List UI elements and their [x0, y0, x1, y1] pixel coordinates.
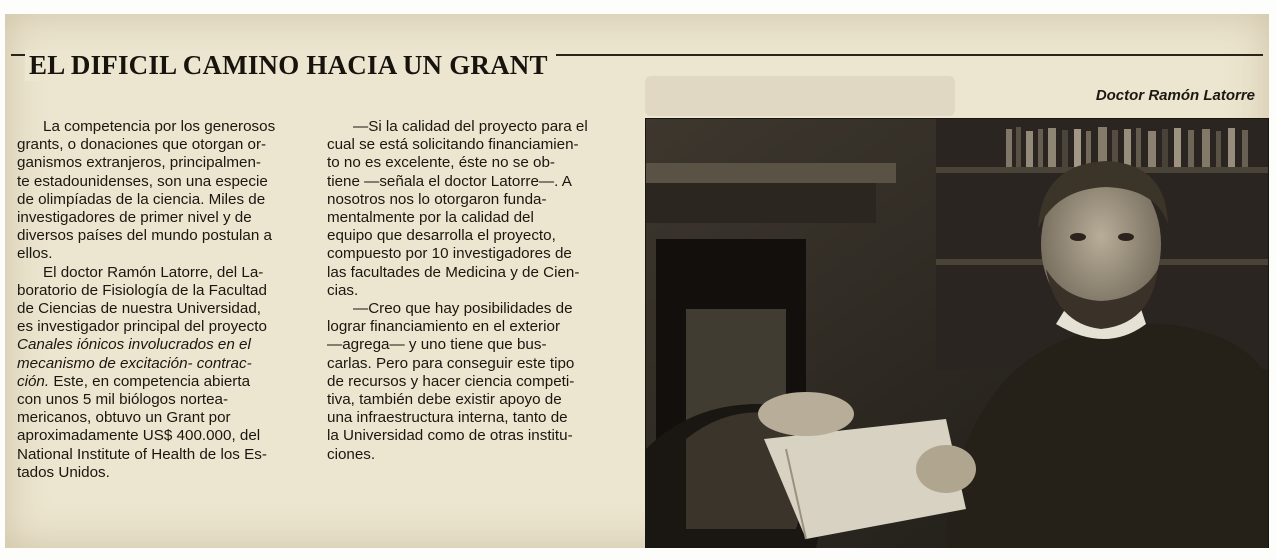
article-line [17, 373, 319, 391]
article-column-1 [17, 118, 319, 482]
article-line: tiene —señala el doctor Latorre—. A [327, 172, 572, 190]
article-line-rest: Este, en competencia abierta [49, 372, 251, 390]
article-line: cual se está solicitando financiamien- [327, 136, 579, 154]
article-line: mentalmente por la calidad del [327, 209, 534, 227]
article-line: es investigador principal del proyecto [17, 318, 267, 336]
article-line: —Si la calidad del proyecto para el [353, 118, 588, 135]
article-line: las facultades de Medicina y de Cien- [327, 263, 580, 281]
article-line: mericanos, obtuvo un Grant por [17, 409, 231, 427]
article-line: con unos 5 mil biólogos nortea- [17, 391, 229, 409]
article-line: —agrega— y uno tiene que bus- [327, 336, 547, 354]
article-line: National Institute of Health de los Es- [17, 445, 267, 463]
article-line: carlas. Pero para conseguir este tipo [327, 354, 575, 372]
article-line: investigadores de primer nivel y de [17, 209, 252, 227]
article-line: de Ciencias de nuestra Universidad, [17, 300, 261, 318]
article-line: to no es excelente, éste no se ob- [327, 154, 555, 172]
article-column-2 [327, 118, 635, 464]
article-line: la Universidad como de otras institu- [327, 427, 573, 445]
article-line: mecanismo de excitación- contrac- [17, 354, 252, 372]
article-line: equipo que desarrolla el proyecto, [327, 227, 556, 245]
article-line: La competencia por los generosos [43, 118, 276, 135]
article-line: aproximadamente US$ 400.000, del [17, 427, 261, 445]
article-line: grants, o donaciones que otorgan or- [17, 136, 267, 154]
person-eye-right [1118, 233, 1134, 241]
article-line: diversos países del mundo postulan a [17, 227, 272, 245]
article-line: boratorio de Fisiología de la Facultad [17, 281, 267, 299]
headline: EL DIFICIL CAMINO HACIA UN GRANT [25, 50, 556, 81]
person-eye-left [1070, 233, 1086, 241]
article-line: ciones. [327, 445, 376, 463]
article-line: te estadounidenses, son una especie [17, 172, 268, 190]
article-line: lograr financiamiento en el exterior [327, 318, 560, 336]
article-line: ellos. [17, 245, 53, 263]
person-hand-left [758, 392, 854, 436]
article-line: una infraestructura interna, tanto de [327, 409, 568, 427]
fireplace-frame [646, 183, 876, 223]
portrait-photo [645, 118, 1269, 548]
person-hand-right [916, 445, 976, 493]
article-line-italic: ción. [17, 372, 50, 390]
article-line: tados Unidos. [17, 463, 110, 481]
fireplace-mantel [646, 163, 896, 183]
article-line: tiva, también debe existir apoyo de [327, 391, 562, 409]
article-line: Canales iónicos involucrados en el [17, 336, 251, 354]
bleed-through-shadow [645, 76, 955, 116]
article-line: —Creo que hay posibilidades de [353, 300, 573, 318]
article-line: de recursos y hacer ciencia competi- [327, 372, 575, 390]
article-line: El doctor Ramón Latorre, del La- [43, 263, 264, 281]
article-line: de olimpíadas de la ciencia. Miles de [17, 190, 266, 208]
article-line: cias. [327, 281, 359, 299]
photo-caption-byline: Doctor Ramón Latorre [1095, 87, 1255, 104]
newspaper-clipping [5, 14, 1269, 548]
article-line: ganismos extranjeros, principalmen- [17, 154, 261, 172]
article-line: nosotros nos lo otorgaron funda- [327, 190, 547, 208]
article-line: compuesto por 10 investigadores de [327, 245, 572, 263]
